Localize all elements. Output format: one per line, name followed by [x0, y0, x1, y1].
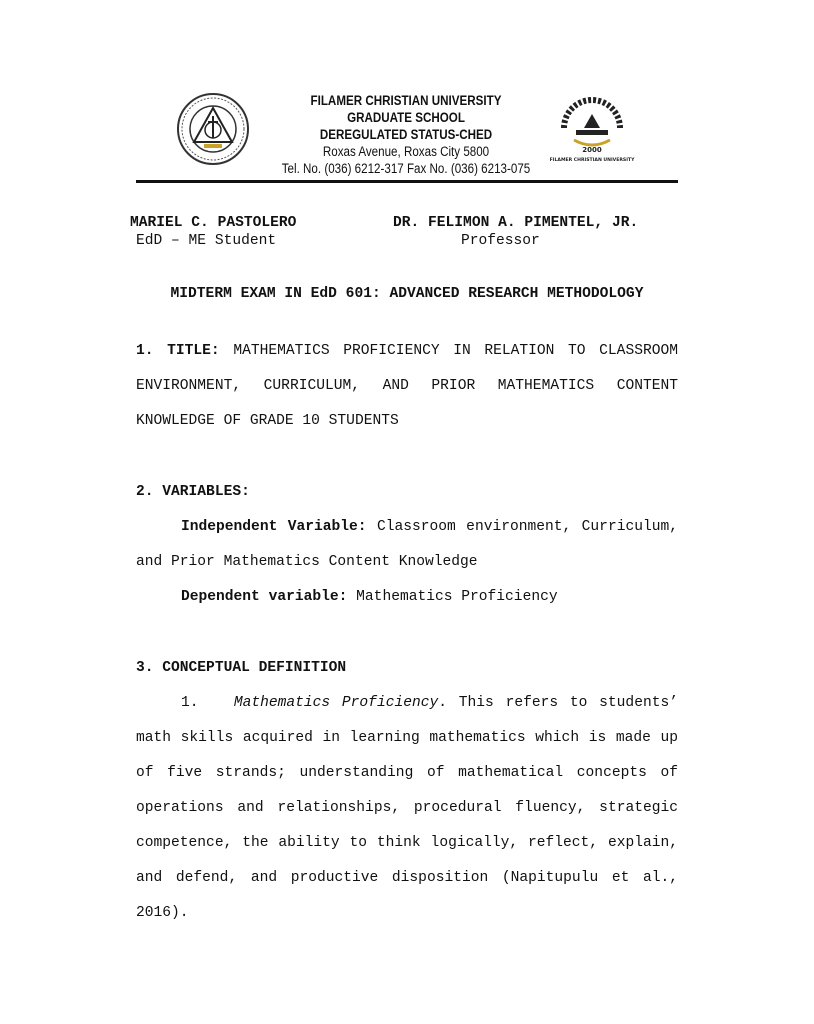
section-conceptual-label: 3. CONCEPTUAL DEFINITION: [136, 660, 347, 676]
graduate-school-logo-icon: [549, 90, 635, 168]
professor-role: Professor: [461, 233, 540, 249]
section-variables: [136, 475, 678, 615]
accreditation-status: DEREGULATED STATUS-CHED: [319, 127, 493, 142]
section-title: [136, 334, 678, 439]
independent-variable-label: Independent Variable:: [181, 519, 367, 535]
school-name: GRADUATE SCHOOL: [347, 110, 465, 125]
definition-item-number: 1.: [181, 695, 199, 711]
section-variables-label: 2. VARIABLES:: [136, 484, 250, 500]
student-role: EdD – ME Student: [136, 233, 277, 249]
section-conceptual-definition: [136, 651, 678, 931]
student-name: MARIEL C. PASTOLERO: [130, 215, 297, 231]
exam-title: MIDTERM EXAM IN EdD 601: ADVANCED RESEARCH METHODOLOGY: [170, 286, 644, 302]
letterhead-text: [277, 92, 535, 177]
research-title: MATHEMATICS PROFICIENCY IN RELATION TO CLASSROOM ENVIRONMENT, CURRICULUM, AND PRIOR MATHEMATICS CONTENT KNOWLEDGE OF GRADE 10 STUDENTS: [136, 343, 678, 429]
section-title-label: 1. TITLE:: [136, 343, 220, 359]
university-seal-icon: [176, 92, 250, 166]
dependent-variable-label: Dependent variable:: [181, 589, 348, 605]
address: Roxas Avenue, Roxas City 5800: [322, 144, 490, 159]
definition-text: . This refers to students’ math skills acquired in learning mathematics which is made up of five strands; understanding of mathematical concepts of operations and relationships, procedural fluency, strategic competence, the ability to think logically, reflect, explain, and defend, and productive disposition (Napitupulu et al., 2016).: [136, 695, 678, 921]
letterhead: [136, 88, 678, 183]
dependent-variable-text: Mathematics Proficiency: [356, 589, 558, 605]
professor-name: DR. FELIMON A. PIMENTEL, JR.: [393, 215, 639, 231]
definition-term: Mathematics Proficiency: [233, 695, 439, 711]
university-name: FILAMER CHRISTIAN UNIVERSITY: [310, 93, 502, 108]
contact-numbers: Tel. No. (036) 6212-317 Fax No. (036) 6213-075: [281, 161, 531, 176]
logo-year: 2000: [582, 146, 602, 154]
logo-caption: FILAMER CHRISTIAN UNIVERSITY: [549, 158, 635, 163]
independent-variable-text: Classroom environment, Curriculum, and Prior Mathematics Content Knowledge: [136, 519, 679, 570]
